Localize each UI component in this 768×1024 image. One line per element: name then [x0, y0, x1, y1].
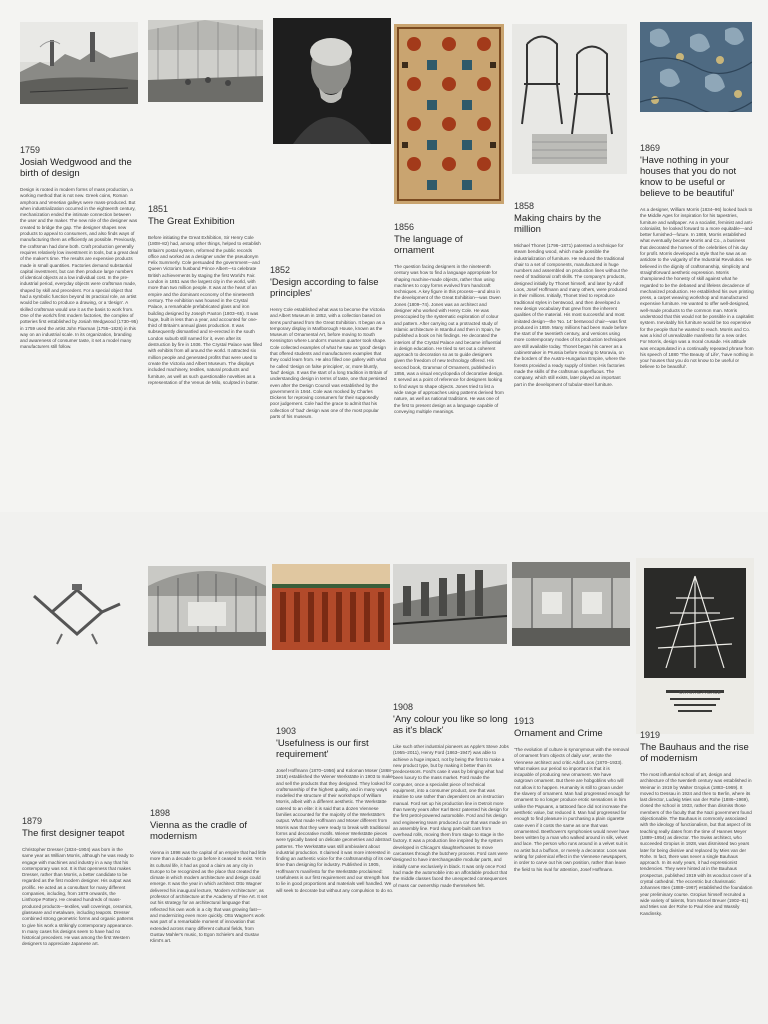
crystal-palace-caption: CRYSTAL PALACE	[679, 690, 721, 695]
william-morris-pattern	[640, 22, 752, 112]
loos-cafe-interior-photo	[512, 562, 630, 646]
entry-year: 1903	[276, 726, 297, 736]
thonet-bentwood-chairs-photo	[512, 24, 627, 174]
entry-body: Josef Hoffmann (1870–1956) and Koloman Moser (1868–1918) established the Wiener Werkstätte in 1903 to make and sell the products that they designed. They looked for craftsmanship of the highest quality, and in many ways modelled the structure of their workshops of William Morris, albeit with a different aesthetic. The Werkstätte catered to an elite: it is said that a dozen Viennese families accounted for the majority of the Werkstätte's output. What made Hoffmann and Moser different from Morris was that they were ready to break with traditional forms and decorative motifs. Wiener Werkstätte pieces were typically based on delicate geometries and abstract patterns. The Werkstätte was still ambivalent about industrial production. It claimed it was more interested in finding an authentic voice for the craftsmanship of its own time than designing for industry. Published in 1905, Hoffmann's manifesto for the Werkstätte proclaimed: Usefulness is our first requirement and our strength has to lie in good proportions and materials well handled. We will seek to decorate but without any compulsion to do so.	[276, 768, 394, 893]
dresser-teapot-photo	[22, 582, 132, 652]
entry-year: 1852	[270, 265, 291, 275]
ford-factory-photo	[393, 564, 507, 644]
entry-year: 1879	[22, 816, 43, 826]
wiener-werkstatte-textile	[272, 564, 390, 650]
entry-title: 'Have nothing in your houses that you do not know to be useful or believe to be beautiful'	[640, 155, 737, 199]
entry-body: Before initiating the Great Exhibition, Sir Henry Cole (1808–82) had, among other things, helped to establish Britain's postal system, reformed the public records office and worked as a designer under the pseudonym Felix Summerly. Cole persuaded the government—and Queen Victoria's husband Prince Albert—to celebrate British achievements by staging the first World's Fair. London in 1851 was the largest city in the world, with more than two million people. It was at the heart of an empire and the dominant economy of the nineteenth century. The exhibition was housed in the Crystal Palace, a remarkable prefabricated glass and iron building designed by Joseph Paxton (1803–65). It was huge, built in less than a year, and accounted for one-third of Britain's annual glass production. It was subsequently dismantled and re-erected in the south London suburb still named for it, even after its destruction by fire in 1936. The Crystal Palace was filled with exhibits from all around the world. It attracted six million people and generated profits that were used to create the Victoria and Albert Museum. The displays included machinery, textiles, natural products and furniture, as well as such questionable novelties as a representation of the Venus de Milo, sculpted in butter.	[148, 235, 263, 385]
entry-year: 1908	[393, 702, 414, 712]
entry-1903	[276, 726, 394, 894]
entry-body: Design is rooted in modern forms of mass production, a working method that is not new. Greek coins, Roman amphora and Venetian galleys were mass-produced. But when industrialization occurred in the eighteenth century, mechanization ended the intimate connection between the user and the maker. The new role of the designer was created to bridge the gap. The designer shapes new products to appeal to consumers, and also finds ways of manufacturing them as efficiently as possible. Previously, the craftsman had done both. Craft production generally requires relatively low investment in tools, but a great deal of the maker's time. The results are expensive products made in small quantities. Factories demand substantial capital investment, but can then produce large numbers of identical objects at a low individual cost. In the pre-industrial period, everyday objects were craftsman made, shaped by skill and precedent. For a special object that had a symbolic function beyond its practical role, an artist would be called to produce a drawing, or a 'design'. A skilled craftsman would use it as the basis to work from. One of the world's first modern factories, the complex of potteries first established by Josiah Wedgwood (1730–95) in 1759 used the artist John Flaxman (1755–1826) in this way on an industrial scale. In its organization, branding and awareness of consumer taste, it set a model many manufacturers still follow.	[20, 187, 138, 350]
entry-1908	[393, 702, 509, 889]
vienna-station-hall-photo	[148, 566, 266, 646]
entry-1858	[514, 201, 629, 388]
entry-body: Christopher Dresser (1834–1904) was born in the same year as William Morris, although he was ready to engage with machines and industry in a way that his contemporary was not. It is that openness that makes Dresser, rather than Morris, a better candidate to be regarded as the first modern designer. His output was prolific. He acted as a consultant for many different companies, including, from 1879 onwards, the Linthorpe Pottery. He created hundreds of mass-produced products—textiles, wall coverings, ceramics, glassware and metalware, including teapots. Dresser combined strong geometric forms and organic patterns to give his work a strikingly contemporary appearance. In many cases his designs seem to have had no historical precedent. He was among the first Western designers to appreciate Japanese art.	[22, 847, 134, 947]
entry-body: Michael Thonet (1796–1871) patented a technique for steam bending wood, which made possible the industrialization of furniture. He reduced the traditional chair to a set of components, manufactured in huge numbers and assembled on production lines without the need of traditional craft skills. The company's products, designed initially by Thonet himself, and later by Adolf Loos, Josef Hoffmann and many others, were produced in their millions. Initially, Thonet tried to reproduce traditional styles in bentwood, and then developed a new design vocabulary that grew from the inherent qualities of the material. His most successful and most imitated design—the 'No. 14' bentwood chair—was first produced in 1859. Many millions had been made before the start of the twentieth century, and versions using more contemporary modes of its production techniques are still available today. Thonet began his career as a cabinetmaker in Prussia before moving to Moravia, on the borders of the Austro-Hungarian Empire, where the forests provided a ready supply of timber. His factories made the skills of the craftsman superfluous. The company, which still exists, later played an important part in the development of tubular-steel furniture.	[514, 243, 628, 387]
wedgwood-factory-engraving	[20, 22, 138, 104]
entry-title: Making chairs by the million	[514, 213, 602, 235]
entry-body: Like such other industrial pioneers as Apple's Steve Jobs (1955–2011), Henry Ford (1863–1947) was able to achieve a huge impact, not by being the first to make a new product type, but by making it better than its predecessors. Ford's case it was by bringing what had been luxury to the mass market. Ford made the computer, once a specialist piece of technical equipment, into a consumer product, one that was intuitive to use rather than dependent on an instruction manual. Ford set up his production line in Detroit more than twenty years after Karl Benz patented his design for the first petrol-powered automobile. Ford and his design and engineering team produced a car that was made on an assembly line. Ford slung part-built cars from overhead rolls, moving them from stage to stage in the factory. It was a production line inspired by the system developed in Chicago's slaughterhouses to move carcasses through the butchery process. Ford cars were designed to have interchangeable modular parts, and initially came exclusively in black. It was only once Ford had made the automobile into an affordable product that the middle classes faced the unexpected consequences of mass car ownership made themselves felt.	[393, 744, 509, 888]
entry-title: 'Design according to false principles'	[270, 277, 379, 299]
entry-year: 1759	[20, 145, 41, 155]
entry-year: 1856	[394, 222, 415, 232]
entry-body: Henry Cole established what was to become the Victoria and Albert Museum in 1852, with a collection based on items purchased from the Great Exhibition. It began as a temporary display in Marlborough House, known as the Museum of Ornamental Art, before moving to South Kensington where London's museum quarter took shape. Cole collected examples of what he saw as 'good' design that offered students and manufacturers examples that they could learn from. He also filled one gallery with what he called 'design on false principles', or, more bluntly, 'bad' design. It was the start of a long tradition in Britain of understanding design in terms of taste, one that persisted even after the Design Council was established by the government in 1944. Cole was mocked by Charles Dickens for reproving consumers for their supposedly poor judgement. Cole had the grace to admit that his collection of 'bad' design was one of the most popular parts of his museum.	[270, 307, 388, 420]
entry-1919	[640, 730, 754, 917]
bottom-page-spread	[0, 512, 768, 1024]
entry-year: 1913	[514, 716, 535, 726]
entry-year: 1898	[150, 808, 171, 818]
henry-cole-portrait-photo	[273, 18, 391, 144]
entry-body: The question facing designers in the nineteenth century was how to find a language appropriate for shaping machine-made objects, rather than using machines to copy forms evolved from handcraft techniques. A key figure in this process—and also in the development of the Great Exhibition—was Owen Jones (1809–74). Jones was an architect and designer who worked with Henry Cole. He was preoccupied by the systematic exploration of colour and pattern. After carrying out a protracted study of Islamic architecture in Istanbul and then in Spain, he published a book on his findings. He decorated the interiors of the Crystal Palace and became influential in design education. He tried to set out a coherent approach to decoration so as to guide designers given the freedom of new technology offered. His second book, Grammar of Ornament, published in 1856, was a visual encyclopedia of decorative design. It served as a point of reference for designers looking to find ways to shape objects. Jones tried to list a wide range of approaches using patterns derived from nature, as well as national traditions. He was one of the first to present design as a language capable of conveying multiple meanings.	[394, 264, 504, 414]
entry-title: The Bauhaus and the rise of modernism	[640, 742, 749, 764]
bauhaus-prospectus-cover	[636, 558, 754, 734]
entry-1913	[514, 716, 630, 873]
entry-title: 'Any colour you like so long as it's black'	[393, 714, 508, 736]
entry-year: 1858	[514, 201, 535, 211]
entry-title: The language of ornament	[394, 234, 463, 256]
entry-body: 'The evolution of culture is synonymous with the removal of ornament from objects of daily use', wrote the Viennese architect and critic Adolf Loos (1870–1933). What makes our period so important is that it is incapable of producing new ornament. We have outgrown ornament. But there are hobgoblins who will not allow it to happen. Humanity is still to groan under the slavery of ornament. Man had progressed enough for ornament to no longer produce erotic sensations in him unlike the Papuans, a tattooed face did not increase the aesthetic value, but reduced it. Man had progressed far enough to find pleasure in purchasing a plain cigarette case even if it costs the same as one that was ornamented. Beethoven's symphonies would never have been written by a man who walked around in silk, velvet and lace. The person who runs around in a velvet suit is no artist but a buffoon, or merely a decorator. Loos was writing for polemical effect in the Viennese newspapers, in order to carve out his own position, rather than leave the field to his rival for attention, Josef Hoffmann.	[514, 747, 630, 872]
grammar-of-ornament-plate	[394, 24, 504, 204]
entry-title: The Great Exhibition	[148, 216, 235, 227]
entry-year: 1919	[640, 730, 661, 740]
entry-title: Josiah Wedgwood and the birth of design	[20, 157, 132, 179]
entry-1856	[394, 222, 504, 415]
crystal-palace-interior-print	[148, 20, 263, 102]
entry-title: Vienna as the cradle of modernism	[150, 820, 248, 842]
entry-1852	[270, 265, 388, 420]
entry-1898	[150, 808, 268, 944]
entry-title: 'Usefulness is our first requirement'	[276, 738, 369, 760]
entry-1851	[148, 204, 263, 386]
entry-1759	[20, 145, 138, 351]
entry-body: As a designer, William Morris (1834–96) looked back to the Middle Ages for inspiration for his tapestries, furniture and wallpaper. As a socialist, feminist and anti-colonialist, he looked forward to a more equitable—and better furnished—future. In 1869, Morris established what eventually became Morris and Co., a business that decorated the homes of the celebrities of his day for profit. Morris developed a style that he saw as an antidote to the vulgarity of the Industrial Revolution. He believed in the dignity of craftsmanship, simplicity and straightforward aesthetic expression. Morris championed the honesty of skill against what he regarded to be the debased and lifeless decadence of mechanized production. He established his own printing press, a carpet weaving workshop and manufactured expensive furniture. He wanted to offer well-designed, well-made products to the common man. Morris understood that this would not be possible in a capitalist system. Inevitably his furniture would be too expensive for the people that he wanted to reach. Morris and Co. was a kind of unrealizable manifesto for a new order. For Morris, design was a moral crusade. His attitude was encapsulated in a continually repeated phrase from his speech of 1880 'The Beauty of Life', 'have nothing in your houses that you do not know to be useful or believe to be beautiful'.	[640, 207, 754, 370]
entry-title: The first designer teapot	[22, 828, 125, 839]
entry-year: 1869	[640, 143, 661, 153]
entry-1869	[640, 143, 754, 371]
entry-body: Vienna in 1898 was the capital of an empire that had little more than a decade to go before it ceased to exist. Yet in its cultural life, it had as good a claim as any city in Europe to be recognized as the place that created the climate in which modern architecture and design could emerge. It was the year in which architect Otto Wagner delivered his inaugural lecture, 'Modern Architecture', as professor of architecture at the Academy of Fine Art. It set out his strategy for an architectural language that reflected his own work in a city that was growing fast—and modernizing even more quickly. Otto Wagner's work was part of a remarkable moment of innovation that extended across many different cultural fields, from Gustav Mahler's music, to Egon Schiele's and Gustav Klimt's art.	[150, 850, 268, 944]
entry-title: Ornament and Crime	[514, 728, 603, 739]
entry-1879	[22, 816, 134, 948]
entry-year: 1851	[148, 204, 169, 214]
entry-body: The most influential school of art, design and architecture of the twentieth century was established in Weimar in 1919 by Walter Gropius (1883–1969). It moved to Dessau in 1924 and then to Berlin, where its last director, Ludwig Mies van der Rohe (1886–1969), closed the school in 1933, rather than dismiss those members of the faculty that the Nazi government found objectionable. The Bauhaus is commonly associated with the ideology of functionalism, but that aspect of its teaching really dates from the time of Hannes Meyer (1889–1954) as director. The Swiss architect, who succeeded Gropius in 1928, was dismissed two years later for being divisive and replaced by Mies van der Rohe. In fact, there was never a single Bauhaus approach. In its early years, it had expressionist tendencies. They were hinted at in the Bauhaus prospectus, published 1919 with its woodcut cover of a crystal cathedral. The eccentric but charismatic Johannes Itten (1888–1967) established the foundation year preliminary course. Gropius himself recruited a wide variety of talents, from Marcel Breuer (1902–81) and Mies van der Rohe to Paul Klee and Wassily Kandinsky.	[640, 772, 753, 916]
